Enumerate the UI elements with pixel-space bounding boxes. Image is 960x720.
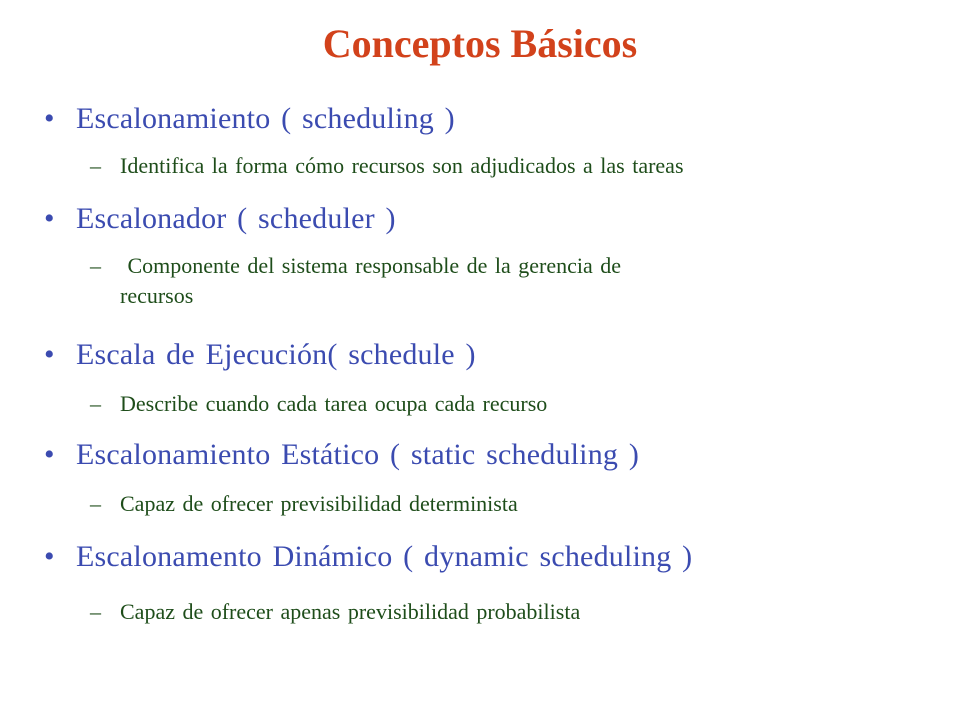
sub-item-escala-ejecucion [90, 389, 547, 419]
sub-text-line1: Componente del sistema responsable de la gerencia de [120, 253, 622, 278]
sub-item-escalonamiento [90, 151, 684, 181]
bullet-item-escalonador [44, 201, 396, 237]
sub-text-line2: recursos [120, 283, 194, 308]
bullet-marker: • [44, 438, 55, 471]
bullet-marker: • [44, 338, 55, 371]
dash-marker: – [90, 253, 101, 278]
dash-marker: – [90, 153, 101, 178]
bullet-marker: • [44, 540, 55, 573]
sub-text: Identifica la forma cómo recursos son adjudicados a las tareas [120, 153, 684, 178]
bullet-text: Escalonamento Dinámico ( dynamic scheduling ) [76, 540, 693, 573]
sub-item-escalonador [90, 251, 850, 311]
sub-item-escalonamiento-estatico [90, 489, 518, 519]
sub-text: Capaz de ofrecer previsibilidad determinista [120, 491, 518, 516]
dash-marker: – [90, 391, 101, 416]
sub-item-escalonamento-dinamico [90, 597, 580, 627]
bullet-item-escalonamiento-estatico [44, 437, 639, 473]
dash-marker: – [90, 491, 101, 516]
bullet-text: Escala de Ejecución( schedule ) [76, 338, 476, 371]
bullet-item-escalonamento-dinamico [44, 539, 692, 575]
bullet-text: Escalonamiento Estático ( static scheduling ) [76, 438, 640, 471]
bullet-marker: • [44, 202, 55, 235]
bullet-text: Escalonamiento ( scheduling ) [76, 102, 455, 135]
dash-marker: – [90, 599, 101, 624]
bullet-item-escala-ejecucion [44, 337, 476, 373]
bullet-item-escalonamiento [44, 101, 455, 137]
slide-title: Conceptos Básicos [322, 21, 638, 66]
bullet-text: Escalonador ( scheduler ) [76, 202, 396, 235]
sub-text: Capaz de ofrecer apenas previsibilidad probabilista [120, 599, 581, 624]
bullet-marker: • [44, 102, 55, 135]
sub-text: Describe cuando cada tarea ocupa cada recurso [120, 391, 548, 416]
